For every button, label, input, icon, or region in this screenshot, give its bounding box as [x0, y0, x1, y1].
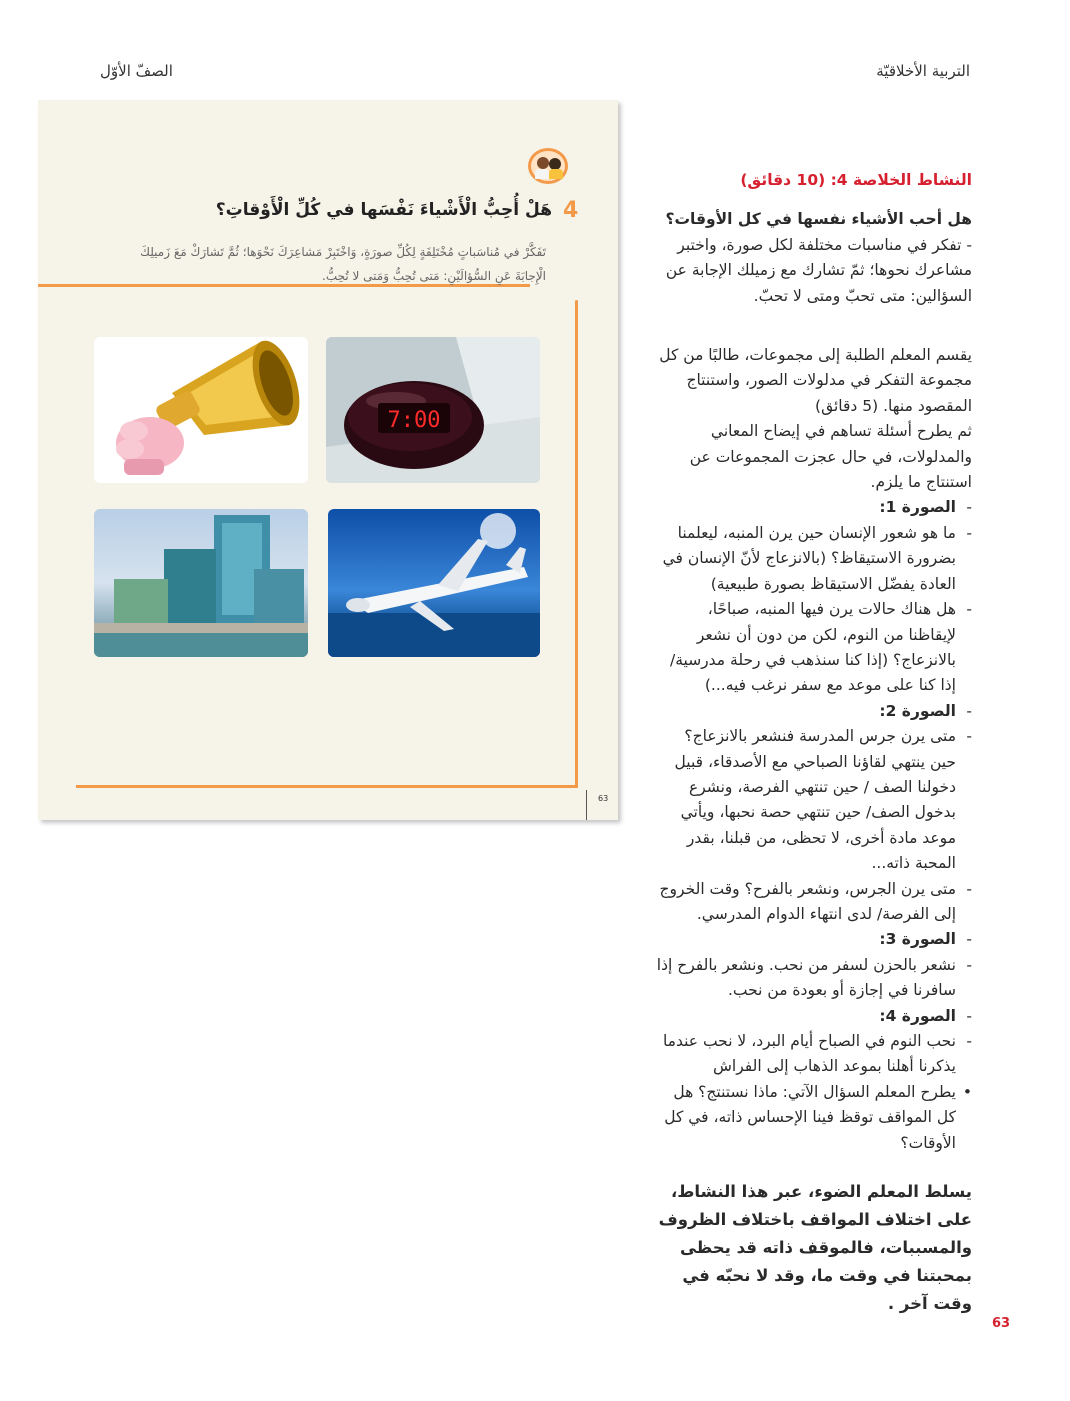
activity-number: 4: [563, 198, 579, 223]
image-2-heading: - الصورة 2:: [879, 701, 972, 720]
footer-page-number: 63: [992, 1316, 1011, 1331]
question-body: تَفَكَّرْ في مُناسَباتٍ مُخْتَلِفَةٍ لِكُلِّ صورَةٍ، وَاخْتَبِرْ مَشاعِرَكَ نَحْوَها؛ ثُمَّ تَشارَكْ مَعَ زَميلِكَ الْإِجابَةَ عَنِ السُّؤالَيْنِ: مَتى تُحِبُّ وَمَتى لا تُحِبُّ.: [140, 245, 546, 283]
activity-summary: يسلط المعلم الضوء، عبر هذا النشاط، على اختلاف المواقف باختلاف الظروف والمسببات، فالموقف ذاته قد يحظى بمحبتنا في وقت ما، وقد لا نحبّه في وقت آخر .: [658, 1182, 972, 1314]
image-2-question-a: - متى يرن جرس المدرسة فنشعر بالانزعاج؟ حين ينتهي لقاؤنا الصباحي مع الأصدقاء، قبيل دخولنا الصف / حين تنتهي الفرصة، ونشرع بدخول الصف/ حين تنتهي حصة نحبها، ويأتي موعد مادة أخرى، لا تحظى، من قبلنا، بقدر المحبة ذاته...: [674, 727, 972, 873]
buildings-image: [94, 509, 308, 657]
guide-paragraph-2: ثم يطرح أسئلة تساهم في إيضاح المعاني والمدلولات، في حال عجزت المجموعات عن استنتاج ما يلزم.: [689, 422, 972, 492]
image-3-answer: - نشعر بالحزن لسفر من نحب. ونشعر بالفرح إذا سافرنا في إجازة أو بعودة من نحب.: [656, 955, 972, 1000]
teacher-guide-column: [656, 168, 972, 1318]
school-bell-image: [94, 337, 308, 483]
image-4-answer: - نحب النوم في الصباح أيام البرد، لا نحب عندما يذكرنا أهلنا بموعد الذهاب إلى الفراش: [662, 1032, 972, 1076]
image-1-question-b: - هل هناك حالات يرن فيها المنبه، صباحًا، لإيقاظنا من النوم، لكن من دون أن نشعر بالانزعاج؟ (إذا كنا سنذهب في رحلة مدرسية/ إذا كنا على موعد مع سفر نرغب فيه...): [669, 600, 972, 695]
page-number-separator: [586, 790, 587, 820]
student-page-thumbnail: [38, 100, 618, 820]
final-question: • يطرح المعلم السؤال الآتي: ماذا نستنتج؟ هل كل المواقف توقظ فينا الإحساس ذاته، في كل الأوقات؟: [664, 1082, 972, 1152]
image-2-question-b: - متى يرن الجرس، ونشعر بالفرح؟ وقت الخروج إلى الفرصة/ لدى انتهاء الدوام المدرسي.: [659, 879, 972, 923]
guide-question: هل أحب الأشياء نفسها في كل الأوقات؟: [665, 210, 972, 229]
image-3-heading: - الصورة 3:: [879, 930, 972, 949]
orange-rail-bottom: [76, 785, 578, 788]
orange-rail: [575, 300, 578, 787]
guide-paragraph-1: يقسم المعلم الطلبة إلى مجموعات، طالبًا من كل مجموعة التفكر في مدلولات الصور، واستنتاج المقصود منها. (5 دقائق): [659, 346, 972, 415]
image-1-question-a: - ما هو شعور الإنسان حين يرن المنبه، ليعلمنا بضرورة الاستيقاظ؟ (بالانزعاج لأنّ الإنسان في العادة يفضّل الاستيقاظ بصورة طبيعية): [662, 523, 972, 593]
clock-display: 7:00: [387, 408, 441, 433]
activity-title: النشاط الخلاصة 4: (10 دقائق): [740, 171, 972, 189]
image-4-heading: - الصورة 4:: [879, 1006, 972, 1025]
grade-header: الصفّ الأوّل: [100, 62, 173, 80]
airplane-image: [328, 509, 540, 657]
students-avatar-icon: [528, 148, 568, 184]
question-title: هَلْ أُحِبُّ الْأَشْياءَ نَفْسَها في كُلِّ الْأَوْقاتِ؟: [215, 200, 552, 220]
subject-header: التربية الأخلاقيّة: [876, 62, 970, 80]
student-page-number: 63: [598, 794, 609, 803]
guide-instruction: - تفكر في مناسبات مختلفة لكل صورة، واختبر مشاعرك نحوها؛ ثمّ تشارك مع زميلك الإجابة عن السؤالين: متى تحبّ ومتى لا تحبّ.: [665, 235, 972, 305]
image-1-heading: - الصورة 1:: [879, 498, 972, 517]
alarm-clock-image: [326, 337, 540, 483]
